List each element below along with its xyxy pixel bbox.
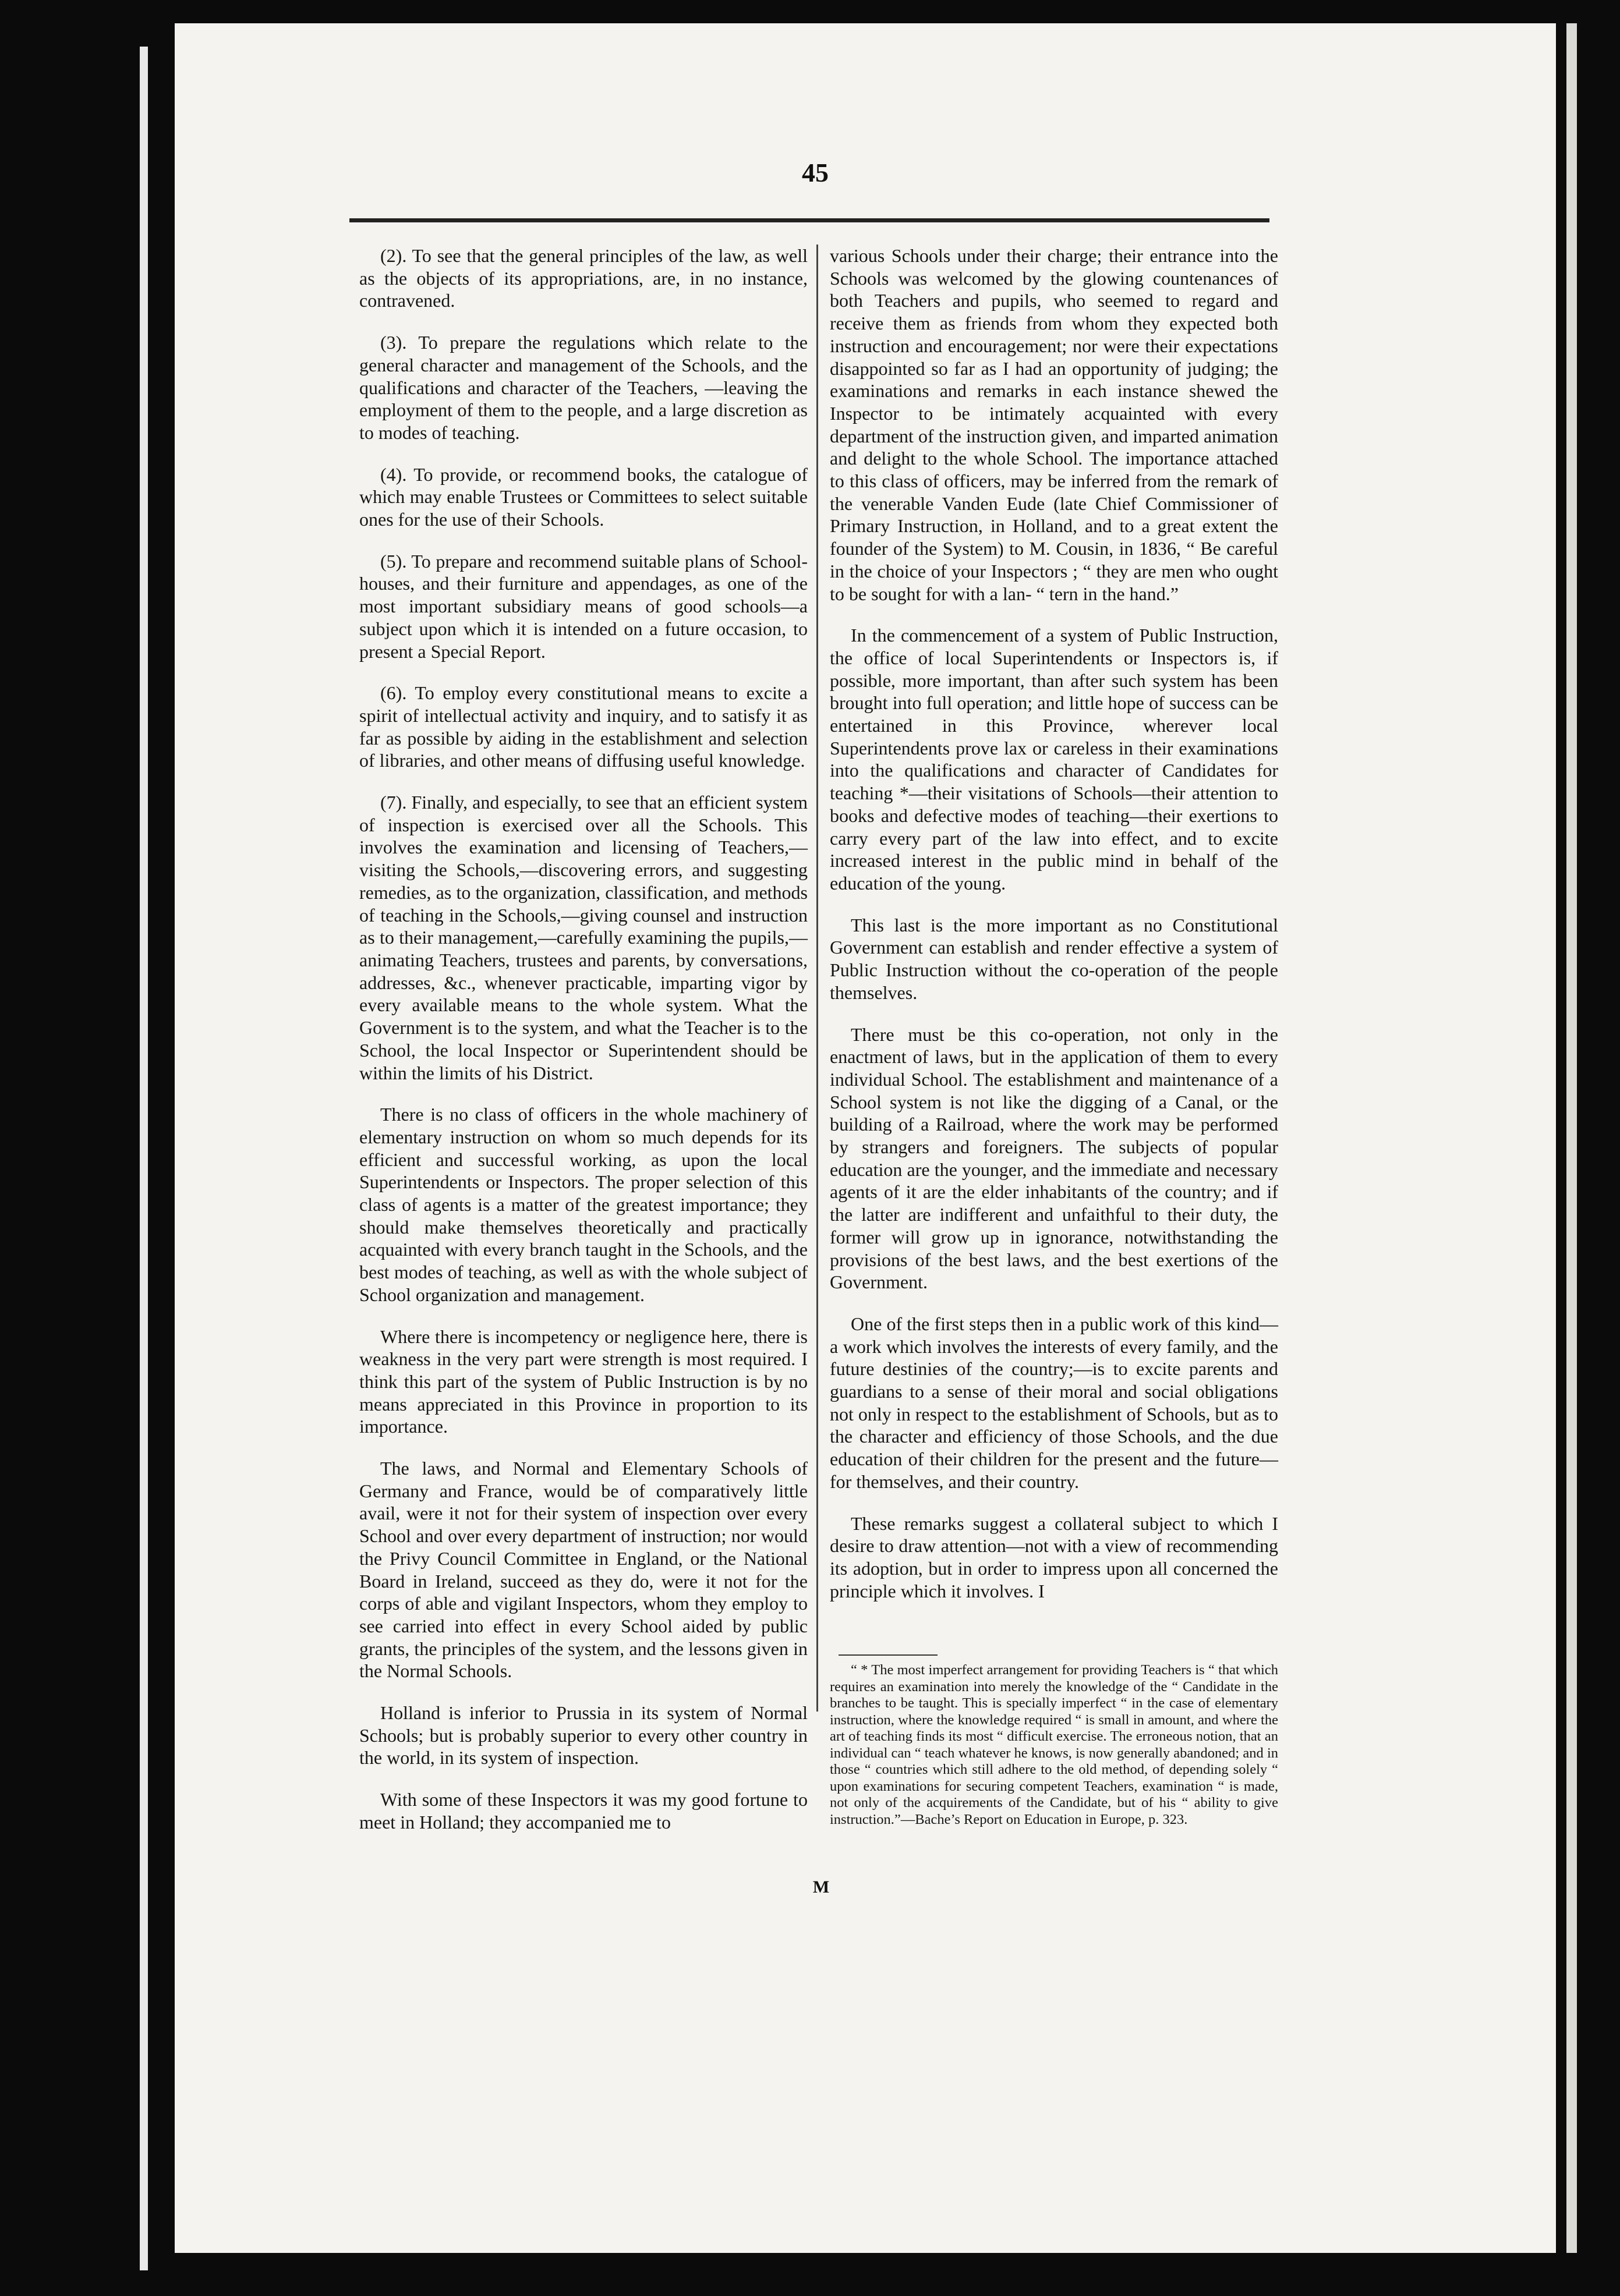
paragraph: various Schools under their charge; their entrance into the Schools was welcomed by the glowing countenances of both Teachers and pupils, who seemed to regard and receive them as friends from whom they expected both instruction and encouragement; nor were their expectations disappointed so far as I had an opportunity of judging; the examinations and remarks in each instance shewed the Inspector to be intimately acquainted with every department of the instruction given, and imparted animation and delight to the whole School. The importance attached to this class of officers, may be inferred from the remark of the venerable Vanden Eude (late Chief Commissioner of Primary Instruction, in Holland, and to a great extent the founder of the System) to M. Cousin, in 1836, “ Be careful in the choice of your Inspectors ; “ they are men who ought to be sought for with a lan- “ tern in the hand.” bbox=[830, 245, 1278, 604]
page-edge bbox=[1566, 23, 1577, 2253]
paragraph: (7). Finally, and especially, to see that an efficient system of inspection is exercised over all the Schools. This involves the examination and licensing of Teachers,—visiting the Schools,—discovering errors, and suggesting remedies, as to the organization, classification, and methods of teaching in the Schools,—giving counsel and instruction as to their management,—carefully examining the pupils,—animating Teachers, trustees and parents, by conversations, addresses, &c., whenever practicable, imparting vigor by every available means to the whole system. What the Government is to the system, and what the Teacher is to the School, the local Inspector or Superintendent should be within the limits of his District. bbox=[359, 792, 808, 1083]
left-column bbox=[359, 245, 808, 1853]
header-rule bbox=[349, 218, 1269, 222]
paragraph: In the commencement of a system of Public Instruction, the office of local Superintendents or Inspectors is, if possible, more important, than after such system has been brought into full operation; and little hope of success can be entertained in this Province, wherever local Superintendents prove lax or careless in their examinations into the qualifications and character of Candidates for teaching *—their visitations of Schools—their attention to books and defective modes of teaching—their exertions to carry every part of the law into effect, and to excite increased interest in the public mind in behalf of the education of the young. bbox=[830, 625, 1278, 894]
page-number: 45 bbox=[802, 158, 829, 187]
paragraph: There is no class of officers in the whole machinery of elementary instruction on whom so much depends for its efficient and successful working, as upon the local Superintendents or Inspectors. The proper selection of this class of agents is a matter of the greatest importance; they should make themselves theoretically and practically acquainted with every branch taught in the Schools, and the best modes of teaching, as well as with the whole subject of School organization and management. bbox=[359, 1104, 808, 1305]
paragraph: (6). To employ every constitutional means to excite a spirit of intellectual activity and inquiry, and to satisfy it as far as possible by aiding in the establishment and selection of libraries, and other means of diffusing useful knowledge. bbox=[359, 682, 808, 771]
paragraph: This last is the more important as no Constitutional Government can establish and render effective a system of Public Instruction without the co-operation of the people themselves. bbox=[830, 914, 1278, 1003]
paragraph: (3). To prepare the regulations which relate to the general character and management of the Schools, and the qualifications and character of the Teachers, —leaving the employment of them to the people, and a large discretion as to modes of teaching. bbox=[359, 332, 808, 443]
paragraph: Where there is incompetency or negligence here, there is weakness in the very part were strength is most required. I think this part of the system of Public Instruction is by no means appreciated in this Province in proportion to its importance. bbox=[359, 1326, 808, 1437]
paragraph: (4). To provide, or recommend books, the catalogue of which may enable Trustees or Committees to select suitable ones for the use of their Schools. bbox=[359, 463, 808, 530]
footnote-rule bbox=[839, 1654, 938, 1656]
paragraph: These remarks suggest a collateral subject to which I desire to draw attention—not with a view of recommending its adoption, but in order to impress upon all concerned the principle which it involves. I bbox=[830, 1512, 1278, 1601]
paragraph: (2). To see that the general principles of the law, as well as the objects of its appropriations, are, in no instance, contravened. bbox=[359, 245, 808, 311]
paragraph: Holland is inferior to Prussia in its system of Normal Schools; but is probably superior to every other country in the world, in its system of inspection. bbox=[359, 1702, 808, 1769]
paragraph: (5). To prepare and recommend suitable plans of School-houses, and their furniture and appendages, as one of the most important subsidiary means of good schools—a subject upon which it is intended on a future occasion, to present a Special Report. bbox=[359, 550, 808, 662]
signature-mark: M bbox=[812, 1877, 830, 1897]
paragraph: The laws, and Normal and Elementary Schools of Germany and France, would be of comparatively little avail, were it not for their system of inspection over every School and over every department of instruction; nor would the Privy Council Committee in England, or the National Board in Ireland, succeed as they do, were it not for the corps of able and vigilant Inspectors, whom they employ to see carried into effect in every School aided by public grants, the principles of the system, and the lessons given in the Normal Schools. bbox=[359, 1458, 808, 1682]
paragraph: With some of these Inspectors it was my good fortune to meet in Holland; they accompanied me to bbox=[359, 1789, 808, 1833]
paragraph: There must be this co-operation, not only in the enactment of laws, but in the application of them to every individual School. The establishment and maintenance of a School system is not like the digging of a Canal, or the building of a Railroad, where the work may be performed by strangers and foreigners. The subjects of popular education are the younger, and the immediate and necessary agents of it are the elder inhabitants of the country; and if the latter are indifferent and unfaithful to their duty, the former will grow up in ignorance, notwithstanding the provisions of the best laws, and the best exertions of the Government. bbox=[830, 1023, 1278, 1293]
column-divider bbox=[816, 245, 818, 1712]
right-column bbox=[830, 245, 1278, 1621]
paragraph: One of the first steps then in a public work of this kind—a work which involves the interests of every family, and the future destinies of the country;—is to excite parents and guardians to a sense of their moral and social obligations not only in respect to the establishment of Schools, but as to the character and efficiency of those Schools, and the due education of their children for the present and the future—for themselves, and their country. bbox=[830, 1313, 1278, 1492]
binding-edge bbox=[140, 47, 148, 2270]
footnote-text: “ * The most imperfect arrangement for providing Teachers is “ that which requires an examination into merely the knowledge of the “ Candidate in the branches to be taught. This is specially imperfect “ in the case of elementary instruction, where the knowledge required “ is small in amount, and where the art of teaching finds its most “ difficult exercise. The erroneous notion, that an individual can “ teach whatever he knows, is now generally abandoned; and in those “ countries which still adhere to the old method, of depending solely “ upon examinations for securing competent Teachers, examination “ is made, not only of the acquirements of the Candidate, but of his “ ability to give instruction.”—Bache’s Report on Education in Europe, p. 323. bbox=[830, 1662, 1278, 1827]
footnote bbox=[830, 1662, 1278, 1828]
